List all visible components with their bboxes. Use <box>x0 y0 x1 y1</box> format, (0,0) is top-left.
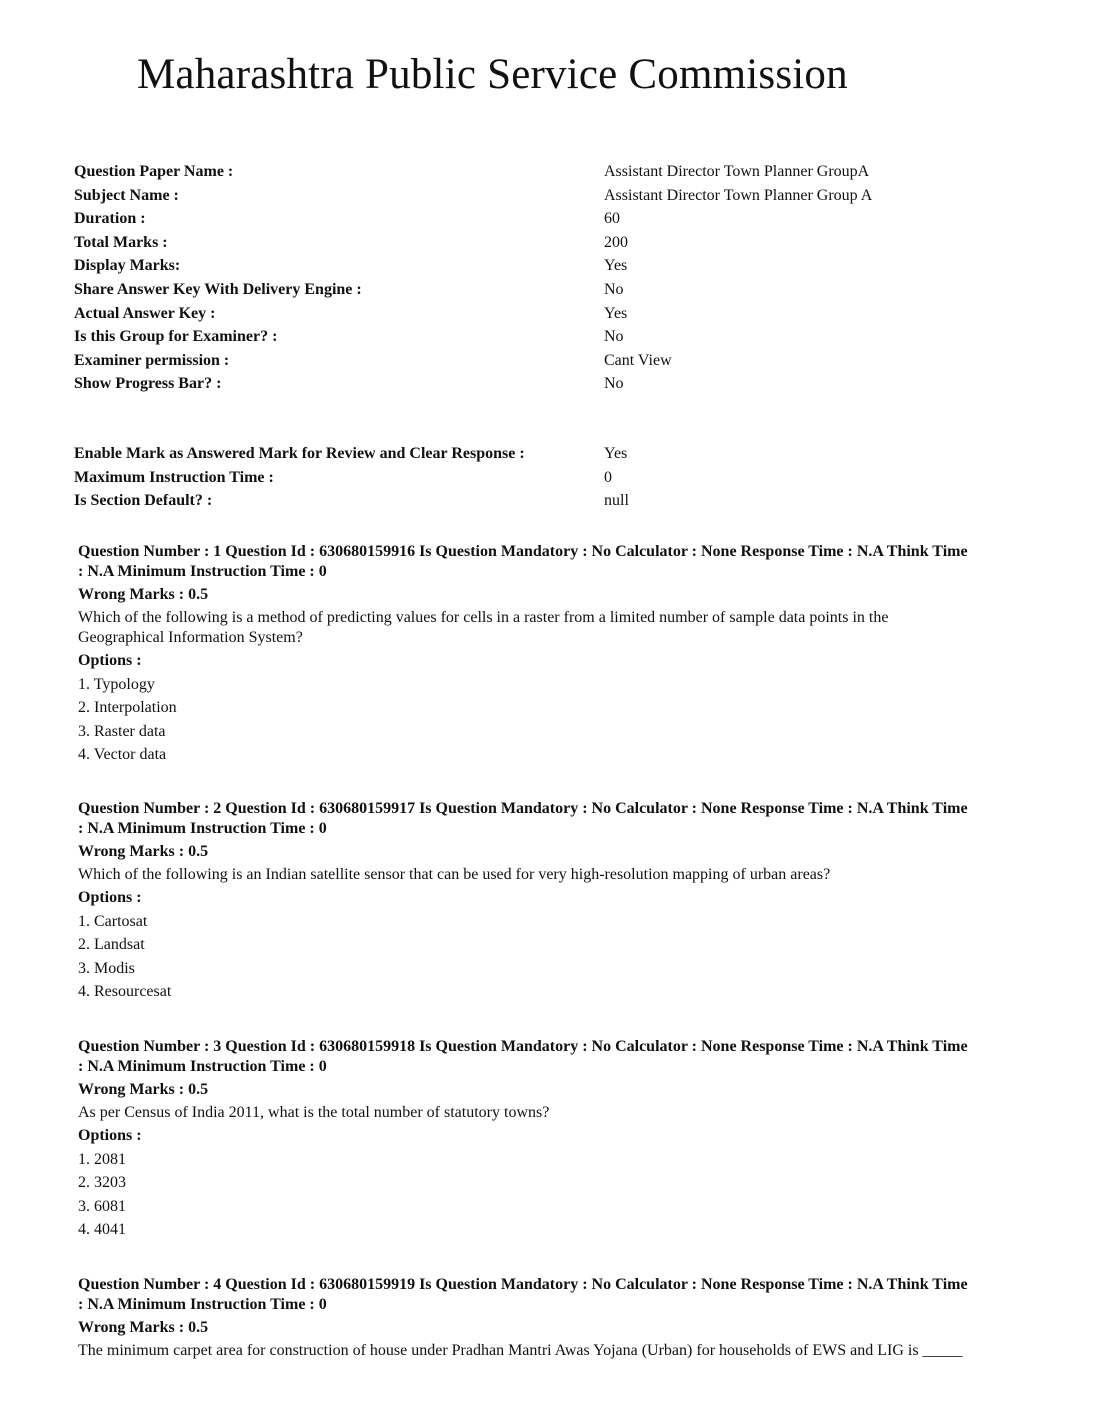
meta-value: 0 <box>604 468 612 486</box>
question-block <box>78 1037 1038 1240</box>
option-item: 2. 3203 <box>78 1174 126 1191</box>
meta-row <box>74 442 974 466</box>
meta-label: Share Answer Key With Delivery Engine : <box>74 280 362 298</box>
option-item: 4. Resourcesat <box>78 983 172 1000</box>
meta-row <box>74 278 974 302</box>
question-header: : N.A Minimum Instruction Time : 0 <box>78 820 327 837</box>
question-header: : N.A Minimum Instruction Time : 0 <box>78 1058 327 1075</box>
option-item: 4. 4041 <box>78 1221 126 1238</box>
meta-label: Examiner permission : <box>74 351 230 369</box>
wrong-marks: Wrong Marks : 0.5 <box>78 843 209 860</box>
meta-label: Actual Answer Key : <box>74 304 216 322</box>
option-item: 2. Landsat <box>78 936 145 953</box>
meta-label: Show Progress Bar? : <box>74 375 222 393</box>
question-text: Which of the following is an Indian satellite sensor that can be used for very high-resolution mapping of urban areas? <box>78 866 831 883</box>
option-item: 2. Interpolation <box>78 699 177 716</box>
meta-value: No <box>604 280 624 298</box>
meta-label: Duration : <box>74 210 146 228</box>
meta-value: Yes <box>604 445 628 462</box>
options-label: Options : <box>78 652 142 669</box>
wrong-marks: Wrong Marks : 0.5 <box>78 1319 209 1336</box>
question-text: Geographical Information System? <box>78 629 303 646</box>
meta-value: Yes <box>604 257 628 275</box>
meta-value: Assistant Director Town Planner Group A <box>604 186 873 204</box>
question-header: : N.A Minimum Instruction Time : 0 <box>78 1296 327 1313</box>
option-item: 4. Vector data <box>78 746 167 763</box>
question-header: Question Number : 1 Question Id : 630680159916 Is Question Mandatory : No Calculator : None Response Time : N.A Think Time <box>78 543 968 560</box>
meta-row <box>74 302 974 326</box>
wrong-marks: Wrong Marks : 0.5 <box>78 1081 209 1098</box>
meta-value: Cant View <box>604 351 672 369</box>
meta-row <box>74 184 974 208</box>
meta-row <box>74 207 974 231</box>
question-header: Question Number : 2 Question Id : 630680159917 Is Question Mandatory : No Calculator : None Response Time : N.A Think Time <box>78 800 968 817</box>
meta-label: Display Marks: <box>74 257 181 275</box>
meta-row <box>74 372 974 396</box>
section-metadata <box>74 442 974 513</box>
option-item: 1. Typology <box>78 675 155 693</box>
meta-label: Is this Group for Examiner? : <box>74 328 278 346</box>
option-item: 3. 6081 <box>78 1197 126 1215</box>
question-block <box>78 799 1038 1002</box>
meta-value: null <box>604 492 629 510</box>
meta-row <box>74 325 974 349</box>
meta-row <box>74 466 974 490</box>
option-item: 3. Raster data <box>78 722 166 740</box>
page-title: Maharashtra Public Service Commission <box>137 51 848 98</box>
question-block <box>78 1275 1038 1361</box>
options-label: Options : <box>78 889 142 906</box>
meta-label: Total Marks : <box>74 233 168 251</box>
meta-row <box>74 160 974 184</box>
meta-row <box>74 489 974 513</box>
meta-value: 200 <box>604 233 628 251</box>
question-text: As per Census of India 2011, what is the total number of statutory towns? <box>78 1104 550 1121</box>
meta-row <box>74 254 974 278</box>
question-header: : N.A Minimum Instruction Time : 0 <box>78 563 327 580</box>
question-header: Question Number : 3 Question Id : 630680159918 Is Question Mandatory : No Calculator : None Response Time : N.A Think Time <box>78 1038 968 1055</box>
question-header: Question Number : 4 Question Id : 630680159919 Is Question Mandatory : No Calculator : None Response Time : N.A Think Time <box>78 1276 968 1293</box>
meta-value: Yes <box>604 304 628 322</box>
meta-value: 60 <box>604 210 620 228</box>
meta-label: Maximum Instruction Time : <box>74 468 274 486</box>
meta-label: Subject Name : <box>74 186 179 204</box>
meta-value: Assistant Director Town Planner GroupA <box>604 163 870 180</box>
option-item: 1. 2081 <box>78 1150 126 1168</box>
question-text: The minimum carpet area for construction of house under Pradhan Mantri Awas Yojana (Urban) for households of EWS and LIG is _____ <box>78 1342 963 1359</box>
question-text: Which of the following is a method of predicting values for cells in a raster from a limited number of sample data points in the <box>78 609 889 626</box>
meta-label: Question Paper Name : <box>74 163 234 180</box>
question-block <box>78 542 1038 765</box>
meta-label: Enable Mark as Answered Mark for Review and Clear Response : <box>74 445 525 462</box>
option-item: 1. Cartosat <box>78 912 148 930</box>
meta-value: No <box>604 375 624 393</box>
meta-value: No <box>604 328 624 346</box>
meta-row <box>74 231 974 255</box>
wrong-marks: Wrong Marks : 0.5 <box>78 586 209 603</box>
meta-label: Is Section Default? : <box>74 492 213 510</box>
paper-metadata <box>74 160 974 396</box>
meta-row <box>74 349 974 373</box>
options-label: Options : <box>78 1127 142 1144</box>
option-item: 3. Modis <box>78 959 135 977</box>
